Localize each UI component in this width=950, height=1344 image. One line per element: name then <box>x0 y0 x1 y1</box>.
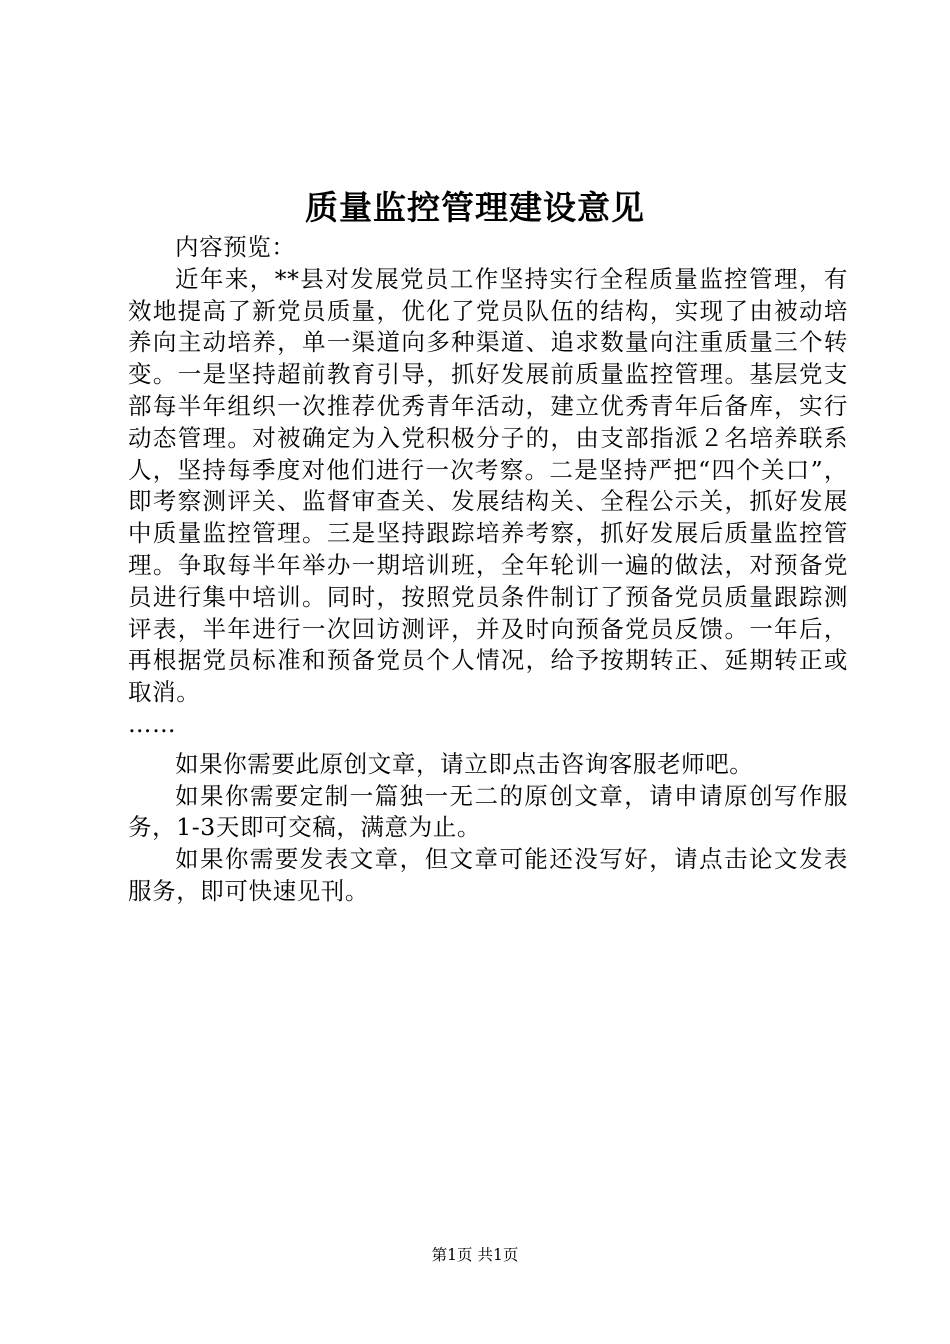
ellipsis: …… <box>128 709 177 738</box>
document-content <box>128 232 848 908</box>
body-paragraph: 近年来，**县对发展党员工作坚持实行全程质量监控管理，有效地提高了新党员质量，优化了党员队伍的结构，实现了由被动培养向主动培养，单一渠道向多种渠道、追求数量向注重质量三个转变。一是坚持超前教育引导，抓好发展前质量监控管理。基层党支部每半年组织一次推荐优秀青年活动，建立优秀青年后备库，实行动态管理。对被确定为入党积极分子的，由支部指派２名培养联系人，坚持每季度对他们进行一次考察。二是坚持严把“四个关口”，即考察测评关、监督审查关、发展结构关、全程公示关，抓好发展中质量监控管理。三是坚持跟踪培养考察，抓好发展后质量监控管理。争取每半年举办一期培训班，全年轮训一遍的做法，对预备党员进行集中培训。同时，按照党员条件制订了预备党员质量跟踪测评表，半年进行一次回访测评，并及时向预备党员反馈。一年后，再根据党员标准和预备党员个人情况，给予按期转正、延期转正或取消。 <box>128 264 848 707</box>
promo-publish-link[interactable]: 如果你需要发表文章，但文章可能还没写好，请点击论文发表服务，即可快速见刊。 <box>128 845 848 905</box>
promo-consult-link[interactable]: 如果你需要此原创文章，请立即点击咨询客服老师吧。 <box>175 749 754 778</box>
page-number: 第1页 共1页 <box>431 1246 519 1264</box>
document-title: 质量监控管理建设意见 <box>305 188 645 227</box>
promo-custom-writing-link[interactable]: 如果你需要定制一篇独一无二的原创文章，请申请原创写作服务，1-3天即可交稿，满意为止。 <box>128 781 848 842</box>
preview-label: 内容预览： <box>175 233 296 261</box>
